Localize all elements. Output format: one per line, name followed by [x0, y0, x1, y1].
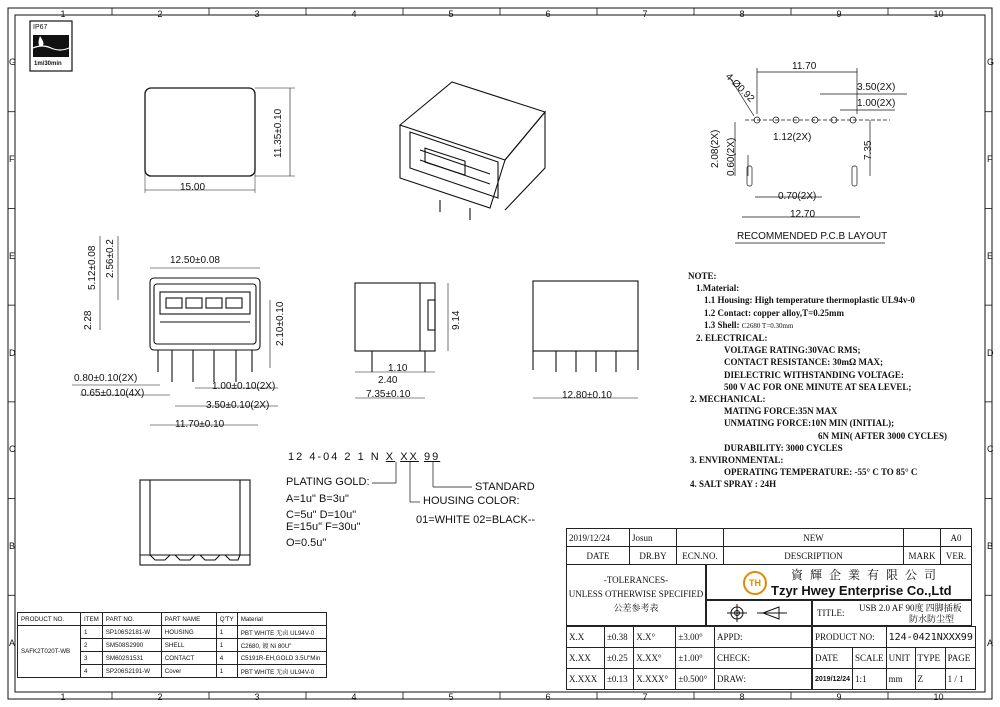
zone-row-label: E — [9, 250, 16, 261]
rear-dim-width: 12.80±0.10 — [562, 390, 612, 401]
zone-row-label: E — [987, 250, 994, 261]
zone-column-label: 8 — [739, 9, 745, 19]
note-line: DIELECTRIC WITHSTANDING VOLTAGE: — [724, 369, 904, 380]
face-dim-d3: 1.00±0.10(2X) — [212, 381, 276, 392]
part-code-plating: PLATING GOLD: — [286, 476, 370, 488]
face-dim-d1: 0.80±0.10(2X) — [74, 373, 138, 384]
projection-symbol-icon — [706, 600, 812, 626]
note-line: MATING FORCE:35N MAX — [724, 406, 838, 417]
zone-row-label: B — [9, 540, 16, 551]
face-dim-d4: 3.50±0.10(2X) — [206, 400, 270, 411]
rear-view — [533, 281, 638, 398]
note-line: DURABILITY: 3000 CYCLES — [724, 442, 843, 453]
revision-table: 2019/12/24 Josun NEW A0 DATE DR.BY ECN.NO. DESCRIPTION MARK VER. — [566, 528, 972, 565]
pcb-caption: RECOMMENDED P.C.B LAYOUT — [737, 231, 888, 242]
pcb-dim-bottom-span: 12.70 — [790, 209, 816, 220]
pcb-dim-pitch-mid: 1.12(2X) — [773, 132, 812, 143]
zone-row-label: D — [987, 347, 994, 358]
company-banner — [706, 564, 972, 600]
tolerance-header: -TOLERANCES- UNLESS OTHERWISE SPECIFIED 公差参考表 — [566, 564, 706, 626]
bom-row: 2 SM508S2990 SHELL 1 C2680, 镀 Ni 80U" — [18, 639, 327, 652]
bom-header-row: PRODUCT NO. ITEM PART NO. PART NAME Q'TY Material — [18, 613, 327, 626]
title-value: 防水防尘型 — [909, 614, 955, 624]
zone-column-label: 3 — [254, 9, 260, 19]
zone-column-label: 5 — [448, 9, 454, 19]
title-value: USB 2.0 AF 90度 四脚插板 — [859, 603, 962, 613]
side-dim-d2: 2.40 — [378, 375, 398, 386]
zone-row-label: C — [987, 444, 994, 455]
face-dim-top: 12.50±0.08 — [170, 255, 220, 266]
pcb-dim-v-left1: 2.08(2X) — [710, 129, 721, 168]
zone-column-label: 2 — [157, 692, 163, 702]
bom-table — [17, 612, 327, 678]
note-line: VOLTAGE RATING:30VAC RMS; — [724, 345, 861, 356]
zone-row-label: F — [9, 154, 15, 165]
zone-column-label: 9 — [836, 692, 842, 702]
tolerance-table: X.X ±0.38 X.X° ±3.00° APPD: X.XX ±0.25 X.XX° ±1.00° CHECK: X.XXX ±0.13 X.XXX° ±0.500° DRAW: — [566, 626, 812, 690]
side-view — [355, 283, 448, 398]
plating-option: A=1u" B=3u" — [286, 493, 349, 505]
zone-row-label: D — [9, 347, 16, 358]
note-line: 1.Material: — [696, 283, 740, 294]
notes-block — [688, 270, 947, 491]
zone-column-label: 3 — [254, 692, 260, 702]
bom-row: SAFK2T020T-WB 1 SP106S2181-W HOUSING 1 PBT WHITE 无卤 UL94V-0 — [18, 626, 327, 639]
ip67-label: IP67 — [33, 24, 48, 31]
face-dim-bottom: 11.70±0.10 — [175, 419, 225, 430]
face-dim-d2: 0.65±0.10(4X) — [81, 388, 145, 399]
side-dim-d1: 1.10 — [388, 363, 408, 374]
pcb-dim-span: 11.70 — [792, 61, 817, 72]
note-line: 6N MIN( AFTER 3000 CYCLES) — [818, 430, 948, 441]
zone-row-label: B — [987, 540, 994, 551]
note-line: CONTACT RESISTANCE: 30mΩ MAX; — [724, 357, 883, 368]
note-line: 500 V AC FOR ONE MINUTE AT SEA LEVEL; — [724, 381, 912, 392]
zone-column-label: 1 — [60, 9, 66, 19]
zone-row-label: G — [9, 57, 17, 68]
side-dim-d3: 7.35±0.10 — [366, 389, 411, 400]
note-line: 2. ELECTRICAL: — [696, 333, 768, 344]
zone-column-label: 10 — [933, 9, 944, 19]
note-line: OPERATING TEMPERATURE: -55° C TO 85° C — [724, 467, 918, 478]
part-code-colors: 01=WHITE 02=BLACK-- — [416, 514, 536, 526]
pcb-dim-pitch-small: 1.00(2X) — [857, 98, 896, 109]
zone-row-label: F — [987, 154, 993, 165]
zone-column-label: 6 — [545, 9, 551, 19]
note-line: 3. ENVIRONMENTAL: — [690, 455, 784, 466]
note-line: UNMATING FORCE:10N MIN (INITIAL); — [724, 418, 895, 429]
notes-title: NOTE: — [688, 271, 717, 281]
zone-column-label: 8 — [739, 692, 745, 702]
pcb-dim-pitch-large: 3.50(2X) — [857, 82, 896, 93]
pcb-dim-v-right: 7.35 — [863, 140, 874, 160]
note-line: 1.3 Shell: C2680 T=0.30mm — [704, 319, 794, 330]
side-dim-height: 9.14 — [451, 310, 462, 330]
plating-option: O=0.5u" — [286, 537, 327, 549]
part-code-standard: STANDARD — [475, 481, 535, 493]
company-logo-icon: TH — [743, 571, 767, 595]
zone-column-label: 9 — [836, 9, 842, 19]
plating-option: C=5u" D=10u" — [286, 509, 357, 521]
pcb-hole-label: 4-Ø0.92 — [722, 71, 757, 105]
company-name-en: Tzyr Hwey Enterprise Co.,Ltd — [771, 583, 952, 598]
zone-row-label: C — [9, 444, 16, 455]
title-field: TITLE: USB 2.0 AF 90度 四脚插板 防水防尘型 — [812, 600, 972, 626]
pcb-layout — [730, 68, 907, 243]
bottom-view — [140, 480, 250, 565]
company-name-cn: 資 輝 企 業 有 限 公 司 — [791, 568, 939, 582]
zone-row-label: A — [987, 637, 994, 648]
dim-front-height: 11.35±0.10 — [273, 108, 284, 158]
note-line: 1.1 Housing: High temperature thermoplastic UL94v-0 — [704, 295, 915, 306]
zone-column-label: 7 — [642, 9, 648, 19]
zone-column-label: 2 — [157, 9, 163, 19]
product-number: 124-0421NXXX99 — [886, 627, 975, 648]
zone-column-label: 6 — [545, 692, 551, 702]
zone-column-label: 1 — [60, 692, 66, 702]
note-line: 2. MECHANICAL: — [690, 394, 766, 405]
face-dim-v3: 2.28 — [83, 310, 94, 330]
part-code: 12 4-04 2 1 N X XX 99 — [288, 451, 441, 463]
bom-row: 4 SP206S2191-W Cover 1 PBT WHITE 无卤 UL94V-0 — [18, 665, 327, 678]
zone-column-label: 7 — [642, 692, 648, 702]
pcb-dim-bottom-small: 0.70(2X) — [778, 191, 817, 202]
dim-front-width: 15.00 — [180, 182, 206, 193]
note-line: 1.2 Contact: copper alloy,T=0.25mm — [704, 307, 844, 318]
plating-option: E=15u" F=30u" — [286, 521, 361, 533]
zone-column-label: 5 — [448, 692, 454, 702]
pcb-dim-v-left2: 0.60(2X) — [726, 137, 737, 176]
note-line: 4. SALT SPRAY : 24H — [690, 479, 777, 490]
face-dim-v2: 2.56±0.2 — [105, 239, 116, 278]
bom-row: 3 SM602S1531 CONTACT 4 C5191R-EH,GOLD 3.5U"Min — [18, 652, 327, 665]
isometric-view — [400, 82, 545, 220]
zone-column-label: 10 — [933, 692, 944, 702]
zone-column-label: 4 — [351, 9, 357, 19]
product-info-table: PRODUCT NO: 124-0421NXXX99 DATE SCALE UNIT TYPE PAGE 2019/12/24 1:1 mm Z 1 / 1 — [812, 626, 976, 690]
face-dim-v-right: 2.10±0.10 — [275, 301, 286, 346]
part-code-housing: HOUSING COLOR: — [423, 495, 520, 507]
zone-row-label: A — [9, 637, 16, 648]
face-dim-v1: 5.12±0.08 — [87, 245, 98, 290]
zone-column-label: 4 — [351, 692, 357, 702]
zone-row-label: G — [987, 57, 995, 68]
ip67-caption: 1m/30min — [34, 61, 62, 67]
